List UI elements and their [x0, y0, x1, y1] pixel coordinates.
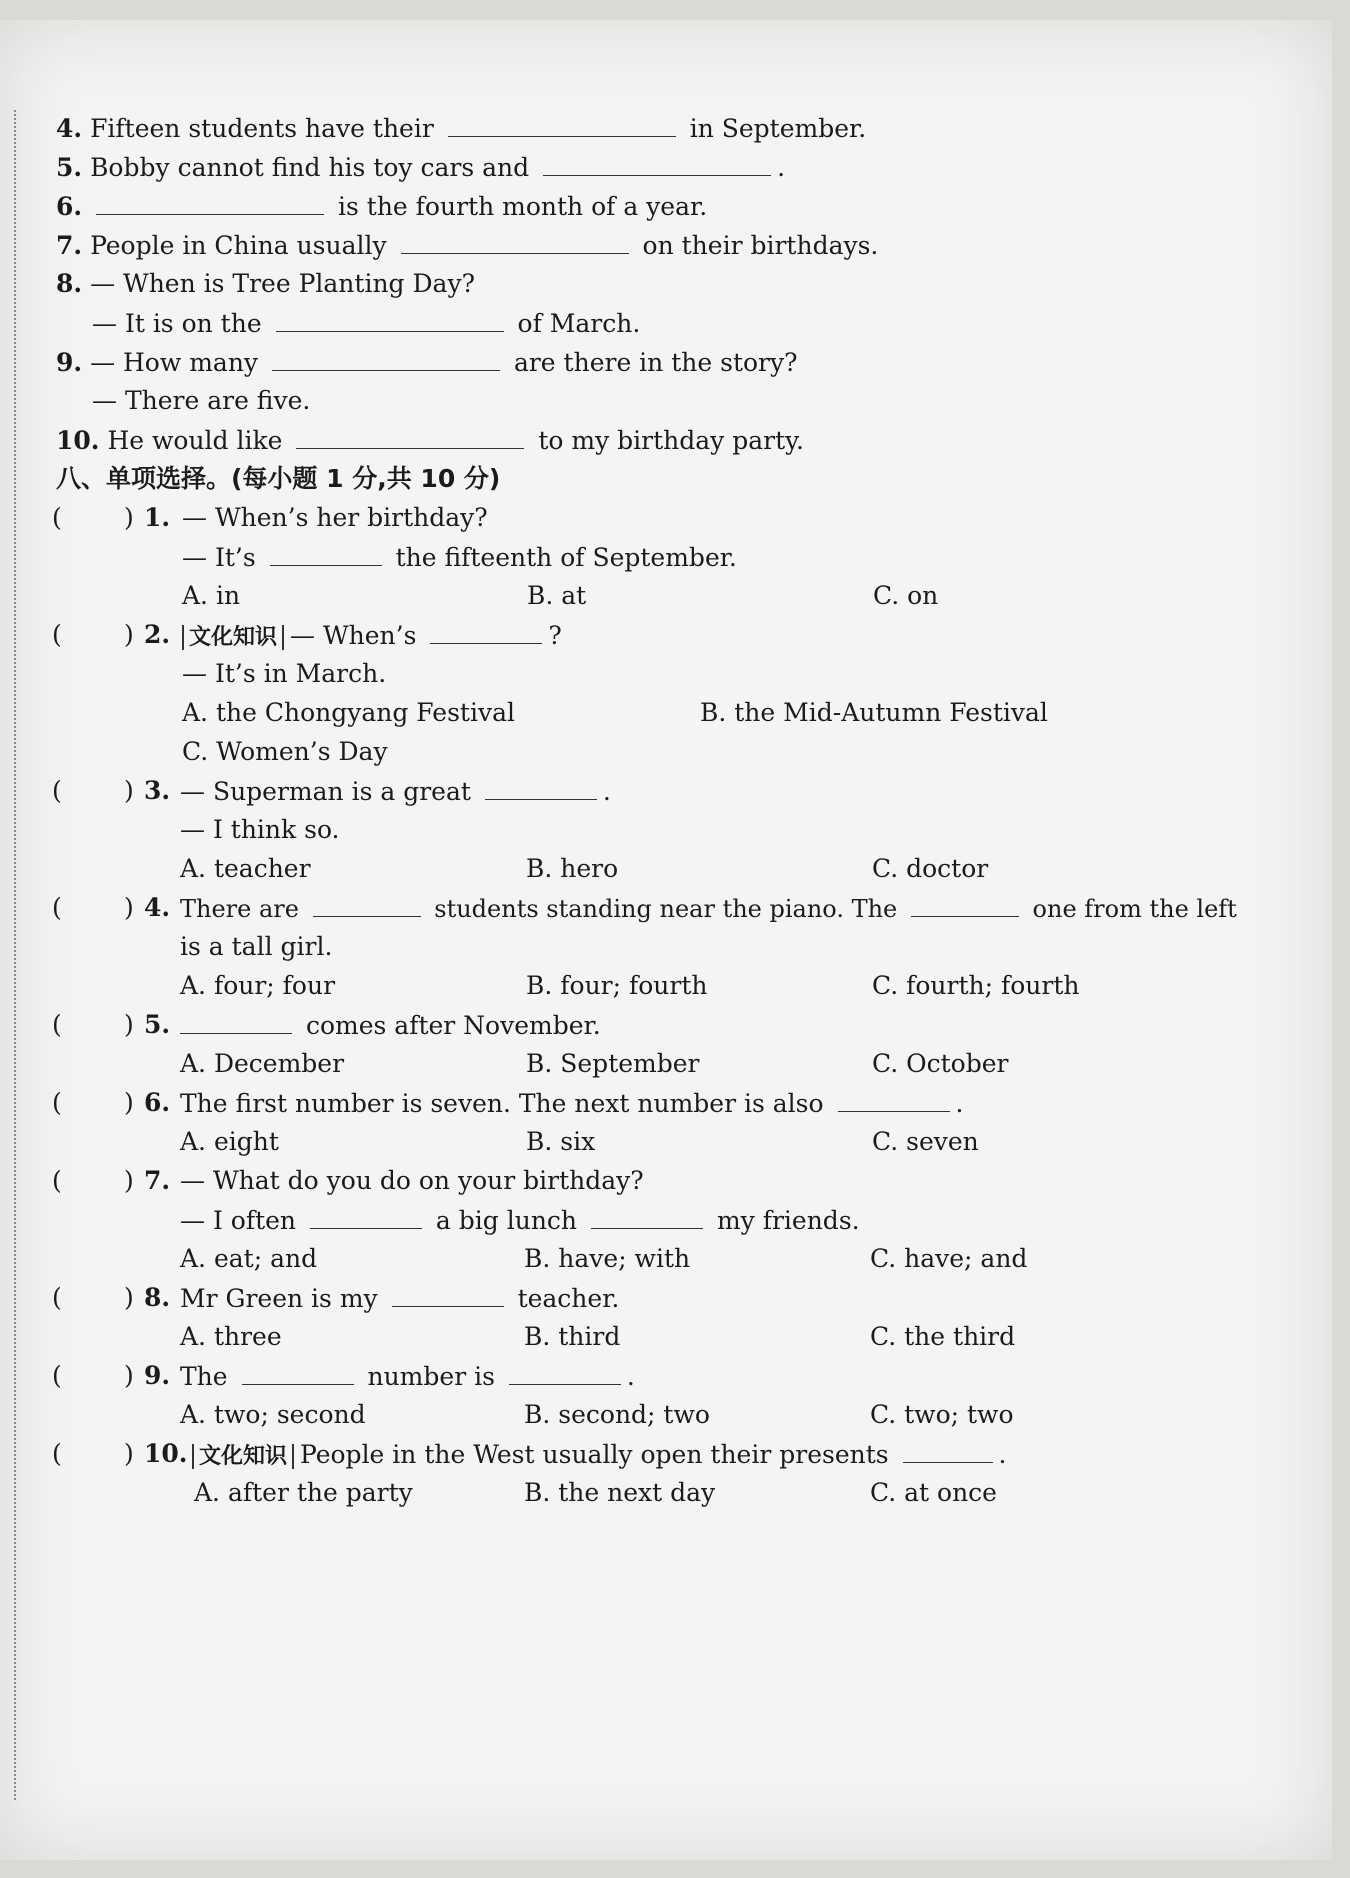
fill-item-8: 8. — When is Tree Planting Day?: [56, 269, 475, 298]
question-5: ( ) 5. comes after November.: [0, 1005, 1300, 1045]
option-c[interactable]: C. seven: [872, 1127, 979, 1156]
fill-item-5: 5. Bobby cannot find his toy cars and .: [56, 147, 785, 187]
question-8: ( ) 8. Mr Green is my teacher.: [0, 1278, 1300, 1318]
option-b[interactable]: B. hero: [526, 854, 619, 883]
answer-blank[interactable]: [276, 303, 504, 332]
culture-knowledge-tag: 文化知识: [182, 625, 284, 650]
fill-item-7: 7. People in China usually on their birthdays.: [56, 225, 878, 265]
option-a[interactable]: A. the Chongyang Festival: [182, 698, 515, 727]
option-a[interactable]: A. eat; and: [180, 1244, 318, 1273]
answer-blank[interactable]: [270, 537, 382, 566]
option-a[interactable]: A. after the party: [194, 1478, 413, 1507]
answer-blank[interactable]: [591, 1200, 703, 1229]
question-3-line2: — I think so.: [180, 815, 340, 844]
culture-knowledge-tag: 文化知识: [192, 1444, 294, 1469]
binding-margin-line: [14, 110, 16, 1800]
question-2: ( ) 2. 文化知识 — When’s ?: [0, 615, 1300, 655]
option-c[interactable]: C. two; two: [870, 1400, 1014, 1429]
option-c[interactable]: C. at once: [870, 1478, 997, 1507]
answer-blank[interactable]: [272, 342, 500, 371]
option-b[interactable]: B. second; two: [524, 1400, 710, 1429]
question-7-line2: — I often a big lunch my friends.: [180, 1200, 860, 1240]
answer-blank[interactable]: [296, 420, 524, 449]
fill-item-4: 4. Fifteen students have their in September.: [56, 108, 866, 148]
option-c[interactable]: C. doctor: [872, 854, 989, 883]
fill-item-6: 6. is the fourth month of a year.: [56, 186, 707, 226]
answer-blank[interactable]: [180, 1005, 292, 1034]
answer-blank[interactable]: [430, 615, 542, 644]
question-2-line2: — It’s in March.: [182, 659, 387, 688]
option-a[interactable]: A. in: [182, 581, 241, 610]
option-a[interactable]: A. two; second: [180, 1400, 366, 1429]
question-4-line2: is a tall girl.: [180, 932, 333, 961]
option-a[interactable]: A. three: [180, 1322, 282, 1351]
answer-blank[interactable]: [509, 1356, 621, 1385]
option-b[interactable]: B. four; fourth: [526, 971, 708, 1000]
answer-blank[interactable]: [448, 108, 676, 137]
option-b[interactable]: B. six: [526, 1127, 596, 1156]
answer-blank[interactable]: [838, 1083, 950, 1112]
option-a[interactable]: A. four; four: [180, 971, 336, 1000]
question-10: ( ) 10. 文化知识 People in the West usually open their presents .: [0, 1434, 1310, 1474]
fill-item-9-answer-line: — There are five.: [92, 386, 311, 415]
option-b[interactable]: B. at: [527, 581, 587, 610]
answer-blank[interactable]: [242, 1356, 354, 1385]
answer-blank[interactable]: [485, 771, 597, 800]
fill-item-8-answer-line: — It is on the of March.: [92, 303, 640, 343]
option-a[interactable]: A. December: [180, 1049, 345, 1078]
option-c[interactable]: C. October: [872, 1049, 1009, 1078]
option-c[interactable]: C. on: [873, 581, 939, 610]
answer-blank[interactable]: [911, 888, 1019, 917]
answer-blank[interactable]: [401, 225, 629, 254]
answer-blank[interactable]: [903, 1434, 993, 1463]
option-b[interactable]: B. the next day: [524, 1478, 716, 1507]
answer-blank[interactable]: [310, 1200, 422, 1229]
question-4: ( ) 4. There are students standing near the piano. The one from the left: [0, 888, 1310, 928]
answer-blank[interactable]: [543, 147, 771, 176]
option-b[interactable]: B. have; with: [524, 1244, 691, 1273]
option-c[interactable]: C. fourth; fourth: [872, 971, 1080, 1000]
option-c[interactable]: C. Women’s Day: [182, 737, 388, 766]
option-c[interactable]: C. the third: [870, 1322, 1016, 1351]
fill-item-9: 9. — How many are there in the story?: [56, 342, 798, 382]
question-7: ( ) 7. — What do you do on your birthday?: [52, 1166, 644, 1195]
option-c[interactable]: C. have; and: [870, 1244, 1028, 1273]
fill-item-10: 10. He would like to my birthday party.: [56, 420, 804, 460]
question-9: ( ) 9. The number is .: [0, 1356, 1300, 1396]
option-a[interactable]: A. eight: [180, 1127, 279, 1156]
option-b[interactable]: B. third: [524, 1322, 621, 1351]
answer-blank[interactable]: [392, 1278, 504, 1307]
question-1-line2: — It’s the fifteenth of September.: [182, 537, 737, 577]
question-3: ( ) 3. — Superman is a great .: [0, 771, 1300, 811]
worksheet-page: 4. Fifteen students have their in September. 5. Bobby cannot find his toy cars and . 6. is the fourth month of a year. 7. People in China usually on their birthdays. 8. — When is Tree Planting Day? — It is on the of March. 9. — How many are there in the story? — There are five. 10. He would like to my birthday party. 八、单项选择。(每小题 1 分,共 10 分) ( ) 1. — When’s her birthday? — It’s the fifteenth of September. A. in B. at C. on ( ) 2. 文化知识 — When’s ? — It’s in March. A. the Chongyang Festival B. the Mid-Autumn Festival C. Women’s Day ( ) 3. — Superman is a great . — I think so. A. teacher B. hero C. doctor ( ) 4. There are students standing near the piano. The one from the left is a tall girl. A. four; four B. four; fourth C. fourth; fourth ( ) 5. comes after November. A. December B. September C. October ( ) 6. The first number is seven. The next number is also . A. eight B. six C. seven ( ) 7. — What do you do on your birthday? — I often a big lunch my friends. A. eat; and B. have; with C. have; and ( ) 8. Mr Green is my teacher. A. three B. third C. the third ( ) 9. The number is . A. two; second B. second; two C. two; two ( ) 10. 文化知识 People in the West usually open their presents . A. after the party B. the next day C. at once: [0, 20, 1332, 1860]
option-b[interactable]: B. September: [526, 1049, 700, 1078]
option-b[interactable]: B. the Mid-Autumn Festival: [700, 698, 1048, 727]
section-title: 八、单项选择。(每小题 1 分,共 10 分): [56, 464, 501, 493]
option-a[interactable]: A. teacher: [180, 854, 311, 883]
answer-blank[interactable]: [313, 888, 421, 917]
question-6: ( ) 6. The first number is seven. The next number is also .: [0, 1083, 1300, 1123]
answer-blank[interactable]: [96, 186, 324, 215]
